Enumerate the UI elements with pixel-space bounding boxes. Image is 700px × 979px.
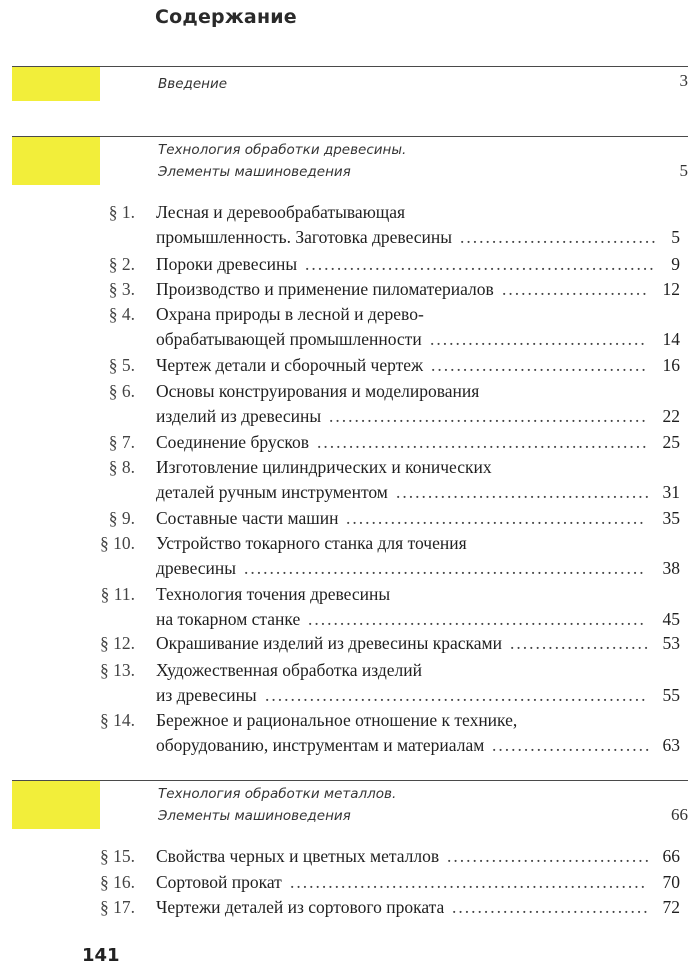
dot-leader: .................................................. [329, 406, 648, 426]
dot-leader: ....................... [502, 279, 649, 299]
dot-leader: .................................................... [317, 432, 649, 452]
toc-entry[interactable] [0, 870, 690, 895]
entry-title-line: обрабатывающей промышленности [156, 329, 422, 349]
entry-title-line: деталей ручным инструментом [156, 482, 388, 502]
section-title-line: Введение [158, 76, 228, 92]
toc-entry[interactable] [0, 277, 690, 302]
dot-leader: .................................. [431, 355, 648, 375]
section-color-marker [12, 137, 100, 185]
toc-entry[interactable] [0, 631, 690, 656]
toc-entry[interactable] [0, 582, 690, 632]
paragraph-number: § 17. [100, 897, 135, 917]
entry-title-line: промышленность. Заготовка древесины [156, 227, 453, 247]
entry-page-number: 16 [662, 355, 680, 375]
paragraph-number: § 2. [108, 254, 135, 274]
entry-title-line: изделий из древесины [156, 406, 322, 426]
section-title-line: Технология обработки металлов. [158, 786, 397, 802]
dot-leader: ......................... [492, 735, 652, 755]
entry-page-number: 55 [662, 685, 680, 705]
entry-title-line: Художественная обработка изделий [156, 660, 423, 680]
entry-title-line: Основы конструирования и моделирования [156, 381, 480, 401]
entry-title-line: Свойства черных и цветных металлов [156, 846, 440, 866]
section-title-line: Элементы машиноведения [158, 164, 351, 180]
paragraph-number: § 3. [108, 279, 135, 299]
entry-title-line: Охрана природы в лесной и дерево- [156, 304, 424, 324]
paragraph-number: § 6. [108, 381, 135, 401]
paragraph-number: § 16. [100, 872, 135, 892]
section-page-number: 3 [679, 71, 688, 90]
paragraph-number: § 12. [100, 633, 135, 653]
paragraph-number: § 10. [100, 533, 135, 553]
entry-title-line: Сортовой прокат [156, 872, 282, 892]
toc-entry[interactable] [0, 252, 690, 277]
entry-title-line: Устройство токарного станка для точения [156, 533, 467, 553]
entry-title-line: Чертежи деталей из сортового проката [156, 897, 445, 917]
paragraph-number: § 7. [108, 432, 135, 452]
entry-page-number: 14 [662, 329, 680, 349]
entry-title-line: из древесины [156, 685, 257, 705]
paragraph-number: § 9. [108, 508, 135, 528]
entry-page-number: 25 [662, 432, 680, 452]
entry-title-line: Производство и применение пиломатериалов [156, 279, 494, 299]
section-page-number: 5 [679, 161, 688, 180]
toc-entry[interactable] [0, 531, 690, 581]
dot-leader: ............................................................ [265, 685, 648, 705]
toc-entry[interactable] [0, 658, 690, 708]
entry-title-line: Чертеж детали и сборочный чертеж [156, 355, 424, 375]
toc-entry[interactable] [0, 844, 690, 869]
entry-title-line: на токарном станке [156, 609, 301, 629]
section-color-marker [12, 67, 100, 101]
dot-leader: ............................... [460, 227, 658, 247]
entry-page-number: 53 [662, 633, 680, 653]
paragraph-number: § 14. [100, 710, 135, 730]
toc-section-header [12, 136, 688, 185]
toc-entry[interactable] [0, 455, 690, 505]
paragraph-number: § 11. [100, 584, 135, 604]
entry-page-number: 70 [662, 872, 680, 892]
toc-entry[interactable] [0, 895, 690, 920]
entry-title-line: Бережное и рациональное отношение к технике, [156, 710, 518, 730]
dot-leader: ..................................................... [308, 609, 646, 629]
entry-page-number: 72 [662, 897, 680, 917]
dot-leader: ....................................................... [305, 254, 656, 274]
dot-leader: ............................................................... [244, 558, 646, 578]
dot-leader: ................................ [447, 846, 651, 866]
section-color-marker [12, 781, 100, 829]
toc-entry[interactable] [0, 379, 690, 429]
toc-entry[interactable] [0, 708, 690, 758]
dot-leader: ............................... [452, 897, 650, 917]
paragraph-number: § 1. [108, 202, 135, 222]
toc-section-header [12, 780, 688, 829]
page-number: 141 [82, 945, 120, 966]
entry-title-line: Составные части машин [156, 508, 339, 528]
toc-entry[interactable] [0, 200, 690, 250]
dot-leader: .................................. [430, 329, 647, 349]
toc-section-header [12, 66, 688, 101]
entry-title-line: Соединение брусков [156, 432, 310, 452]
entry-title-line: Технология точения древесины [156, 584, 391, 604]
dot-leader: ............................................... [346, 508, 646, 528]
entry-title-line: древесины [156, 558, 237, 578]
paragraph-number: § 15. [100, 846, 135, 866]
section-page-number: 66 [671, 805, 688, 824]
toc-entry[interactable] [0, 506, 690, 531]
entry-page-number: 22 [662, 406, 680, 426]
toc-entry[interactable] [0, 302, 690, 352]
entry-page-number: 63 [662, 735, 680, 755]
paragraph-number: § 8. [108, 457, 135, 477]
entry-page-number: 12 [662, 279, 680, 299]
entry-title-line: Пороки древесины [156, 254, 298, 274]
entry-page-number: 9 [671, 254, 680, 274]
page-title: Содержание [155, 6, 297, 28]
entry-page-number: 5 [671, 227, 680, 247]
entry-title-line: Окрашивание изделий из древесины красками [156, 633, 502, 653]
section-title-line: Технология обработки древесины. [158, 142, 407, 158]
paragraph-number: § 4. [108, 304, 135, 324]
section-title-line: Элементы машиноведения [158, 808, 351, 824]
dot-leader: ........................................ [396, 482, 651, 502]
dot-leader: ...................... [510, 633, 651, 653]
entry-page-number: 38 [662, 558, 680, 578]
entry-page-number: 66 [662, 846, 680, 866]
entry-title-line: Изготовление цилиндрических и конических [156, 457, 492, 477]
toc-entry[interactable] [0, 430, 690, 455]
entry-title-line: Лесная и деревообрабатывающая [156, 202, 406, 222]
dot-leader: ........................................................ [290, 872, 647, 892]
entry-page-number: 35 [662, 508, 680, 528]
entry-page-number: 45 [662, 609, 680, 629]
paragraph-number: § 5. [108, 355, 135, 375]
entry-page-number: 31 [662, 482, 680, 502]
entry-title-line: оборудованию, инструментам и материалам [156, 735, 485, 755]
toc-entry[interactable] [0, 353, 690, 378]
paragraph-number: § 13. [100, 660, 135, 680]
